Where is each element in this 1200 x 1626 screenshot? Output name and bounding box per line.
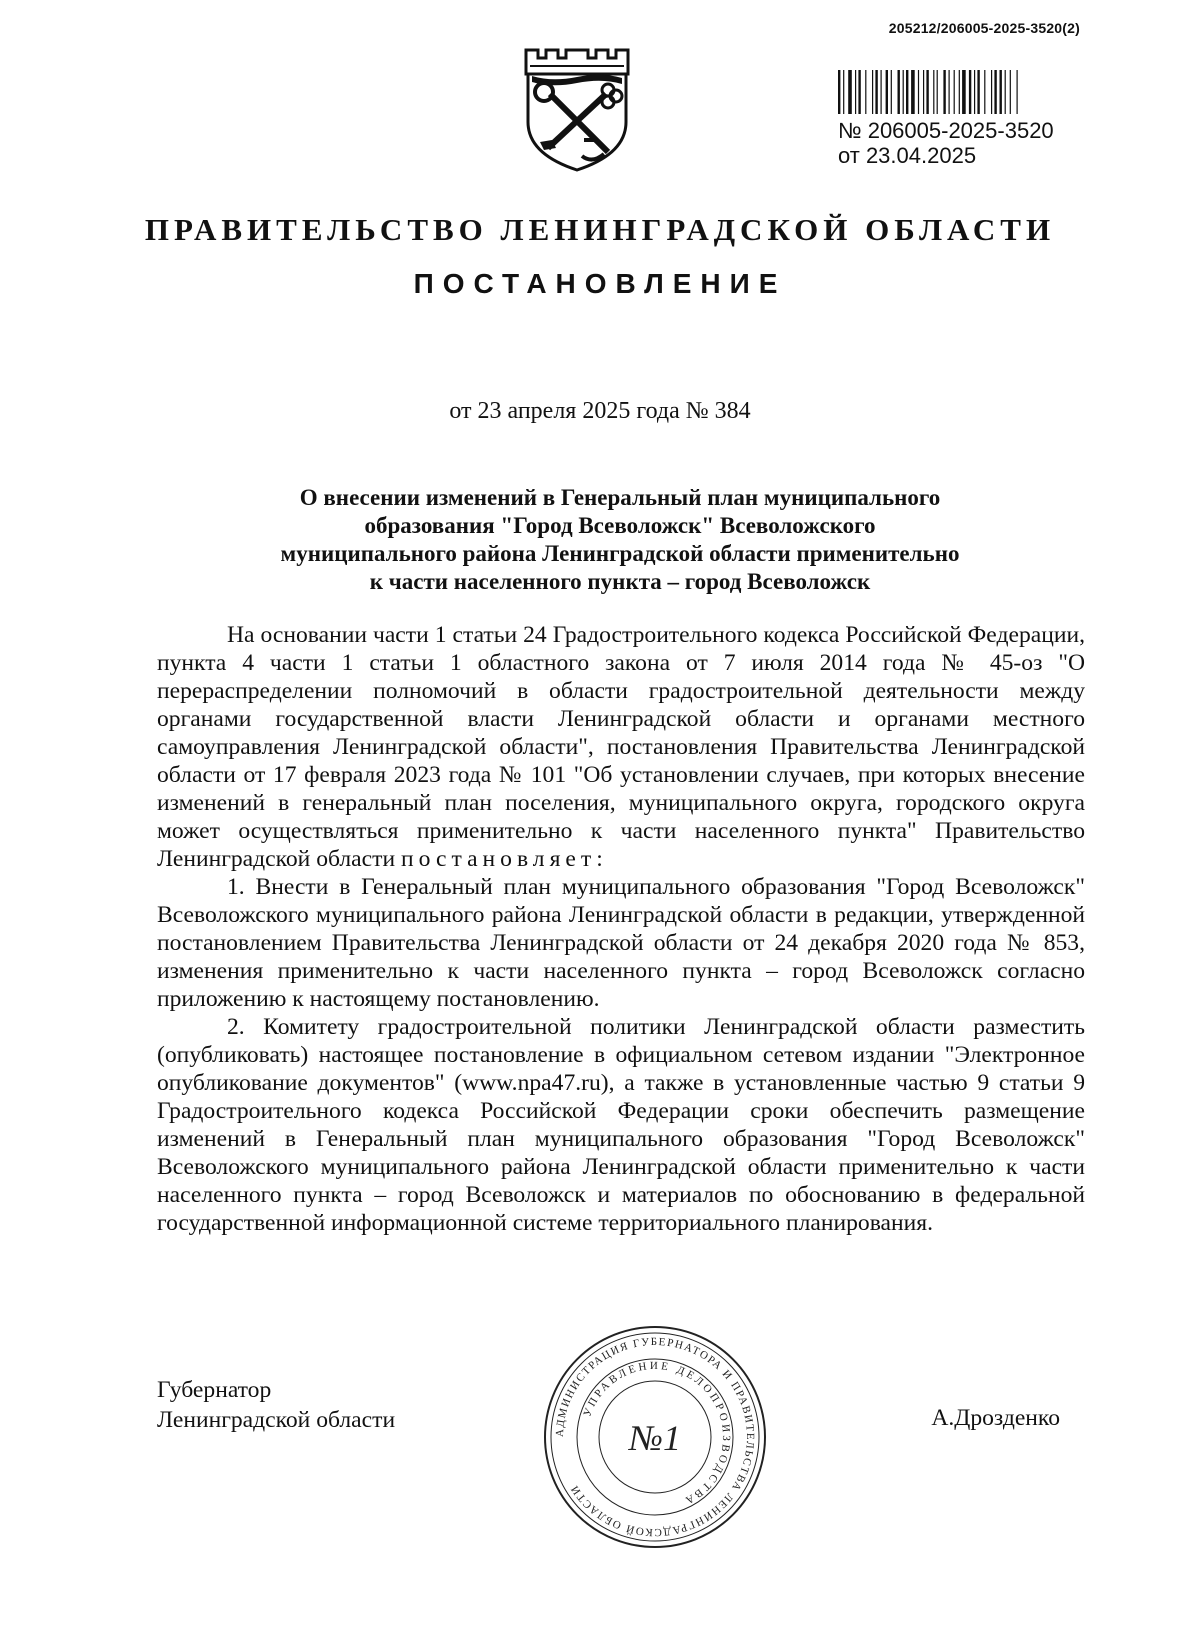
item-1-paragraph: 1. Внести в Генеральный план муниципального образования "Город Всеволожск" Всеволожского муниципального района Ленинградской области в редакции, утвержденной постановлением Правительства Ленинградской области от 24 декабря 2020 года № 853, изменения применительно к части населенного пункта – город Всеволожск согласно приложению к настоящему постановлению. (157, 874, 1085, 1012)
barcode-bar (865, 70, 866, 114)
barcode-bar (1017, 70, 1018, 114)
barcode-bar (959, 70, 960, 114)
signatory-name: А.Дрозденко (931, 1405, 1060, 1431)
barcode-bar (1000, 70, 1002, 114)
document-body (157, 621, 1085, 1237)
resolves-word: постановляет: (400, 846, 608, 872)
item-2-paragraph: 2. Комитету градостроительной политики Ленинградской области разместить (опубликовать) настоящее постановление в официальном сетевом издании "Электронное опубликование документов" (www.npa47.ru), а также в установленные частью 9 статьи 9 Градостроительного кодекса Российской Федерации сроки обеспечить размещение изменений в Генеральный план муниципального образования "Город Всеволожск" Всеволожского муниципального района Ленинградской области применительно к части населенного пункта – город Всеволожск и материалов по обоснованию в федеральной государственной информационной системе территориального планирования. (157, 1014, 1085, 1236)
barcode-bar (838, 70, 840, 114)
barcode-bar (906, 70, 908, 114)
document-subject (160, 484, 1080, 596)
subject-line: О внесении изменений в Генеральный план муниципального (299, 485, 941, 510)
registration-block (838, 70, 1098, 168)
barcode-bar (855, 70, 856, 114)
barcode (838, 70, 1088, 114)
barcode-bar (872, 70, 873, 114)
seal-inner-text: УПРАВЛЕНИЕ ДЕЛОПРОИЗВОДСТВА (581, 1359, 733, 1508)
barcode-bar (994, 70, 996, 114)
barcode-bar (881, 70, 882, 114)
barcode-bar (984, 70, 985, 114)
signatory-position-line: Губернатор (157, 1377, 272, 1403)
barcode-bar (962, 70, 966, 114)
barcode-bar (858, 70, 860, 114)
signatory-position-line: Ленинградской области (157, 1407, 396, 1433)
barcode-bar (991, 70, 992, 114)
barcode-bar (1010, 70, 1011, 114)
subject-line: муниципального района Ленинградской области применительно (280, 541, 960, 566)
barcode-bar (937, 70, 938, 114)
seal-number: №1 (629, 1418, 681, 1458)
barcode-bar (911, 70, 915, 114)
barcode-bar (918, 70, 919, 114)
barcode-bar (933, 70, 934, 114)
document-type: ПОСТАНОВЛЕНИЕ (413, 268, 787, 299)
subject-line: к части населенного пункта – город Всеволожск (369, 569, 871, 594)
document-date-number: от 23 апреля 2025 года № 384 (449, 398, 751, 424)
barcode-bar (903, 70, 904, 114)
preamble-paragraph (157, 621, 1085, 873)
subject-line: образования "Город Всеволожск" Всеволожского (364, 513, 876, 538)
barcode-bar (848, 70, 852, 114)
signatory-position (157, 1375, 395, 1435)
barcode-bar (886, 70, 888, 114)
barcode-bar (1005, 70, 1006, 114)
barcode-bar (974, 70, 975, 114)
preamble-text: На основании части 1 статьи 24 Градостроительного кодекса Российской Федерации, пункта 4 части 1 статьи 1 областного закона от 7 июля 2014 года № 45-оз "О перераспределении полномочий в области градостроительной деятельности между органами государственной власти Ленинградской области и органами местного самоуправления Ленинградской области", постановления Правительства Ленинградской области от 17 февраля 2023 года № 101 "Об установлении случаев, при которых внесение изменений в генеральный план поселения, муниципального округа, городского округа может осуществляться применительно к части населенного пункта" Правительство Ленинградской области (157, 622, 1085, 872)
government-title: ПРАВИТЕЛЬСТВО ЛЕНИНГРАДСКОЙ ОБЛАСТИ (144, 212, 1056, 247)
barcode-bar (949, 70, 950, 114)
barcode-bar (875, 70, 877, 114)
registration-date: от 23.04.2025 (838, 143, 977, 168)
barcode-bar (843, 70, 844, 114)
barcode-bar (969, 70, 971, 114)
coat-of-arms-emblem (522, 44, 632, 174)
barcode-bar (943, 70, 945, 114)
barcode-bar (898, 70, 900, 114)
barcode-bar (923, 70, 924, 114)
seal-outer-text: АДМИНИСТРАЦИЯ ГУБЕРНАТОРА И ПРАВИТЕЛЬСТВА ЛЕНИНГРАДСКОЙ ОБЛАСТИ (553, 1335, 757, 1539)
document-code: 205212/206005-2025-3520(2) (888, 20, 1080, 36)
barcode-bar (926, 70, 928, 114)
barcode-bar (977, 70, 979, 114)
barcode-bar (954, 70, 955, 114)
barcode-bar (891, 70, 892, 114)
official-seal (540, 1322, 770, 1552)
registration-number: № 206005-2025-3520 (838, 118, 1054, 143)
